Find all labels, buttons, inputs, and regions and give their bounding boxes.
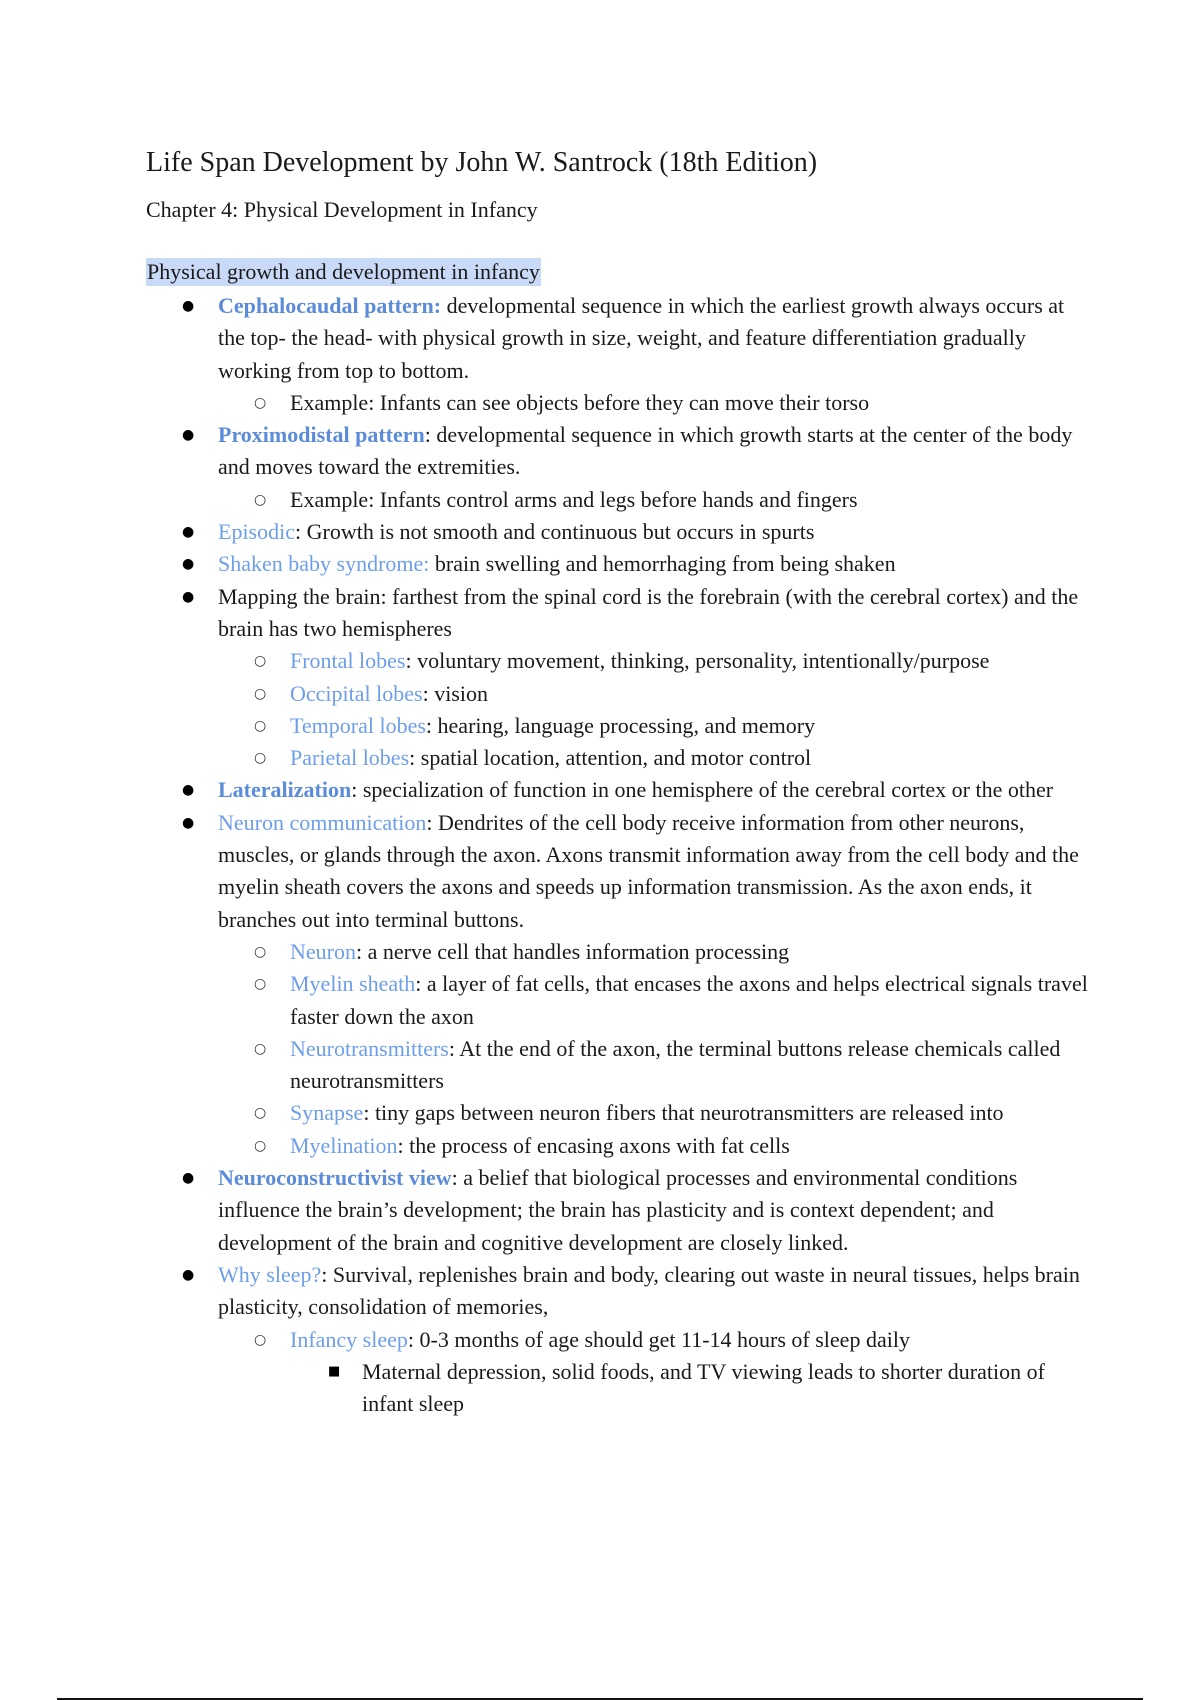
sub-item-temporal-lobes: ○ Temporal lobes: hearing, language processing, and memory	[218, 710, 1096, 742]
bullet-list	[146, 290, 1096, 1420]
sub-item-infancy-sleep: ○ Infancy sleep: 0-3 months of age should get 11-14 hours of sleep daily ■ Maternal depression, solid foods, and TV viewing leads to shorter duration of infant sleep	[218, 1324, 1096, 1421]
sub-item-frontal-lobes: ○ Frontal lobes: voluntary movement, thinking, personality, intentionally/purpose	[218, 645, 1096, 677]
definition: : Growth is not smooth and continuous but occurs in spurts	[295, 519, 815, 545]
sub-item-synapse: ○ Synapse: tiny gaps between neuron fibers that neurotransmitters are released into	[218, 1097, 1096, 1129]
sub-item-neurotransmitters: ○ Neurotransmitters: At the end of the axon, the terminal buttons release chemicals called neurotransmitters	[218, 1033, 1096, 1098]
definition: developmental sequence in which the earliest growth always occurs at the top- the head- with physical growth in size, weight, and feature differentiation gradually working from top to bottom.	[218, 293, 1065, 383]
list-item-lateralization	[146, 774, 1096, 806]
term-why-sleep: Why sleep?	[218, 1261, 322, 1287]
definition: : a belief that biological processes and environmental conditions influence the brain’s development; the brain has plasticity and is context dependent; and development of the brain and cognitive development are closely linked.	[218, 1165, 1018, 1255]
list-item-mapping-brain	[146, 581, 1096, 775]
list-item-shaken-baby	[146, 548, 1096, 580]
sub-item-occipital-lobes: ○ Occipital lobes: vision	[218, 678, 1096, 710]
definition: Mapping the brain: farthest from the spinal cord is the forebrain (with the cerebral cortex) and the brain has two hemispheres	[218, 583, 1079, 641]
sub-item-example: ○ Example: Infants can see objects before they can move their torso	[218, 387, 1096, 419]
list-item-neuron-communication	[146, 807, 1096, 1162]
sub-item-parietal-lobes: ○ Parietal lobes: spatial location, attention, and motor control	[218, 742, 1096, 774]
sub-item-myelination: ○ Myelination: the process of encasing axons with fat cells	[218, 1130, 1096, 1162]
list-item-neuroconstructivist	[146, 1162, 1096, 1259]
chapter-heading: Chapter 4: Physical Development in Infancy	[146, 197, 538, 222]
definition: : Dendrites of the cell body receive information from other neurons, muscles, or glands through the axon. Axons transmit information away from the cell body and the myelin sheath covers the axons and speeds up information transmission. As the axon ends, it branches out into terminal buttons.	[218, 809, 1079, 932]
list-item-episodic	[146, 516, 1096, 548]
list-item-why-sleep	[146, 1259, 1096, 1420]
sub-item-myelin-sheath: ○ Myelin sheath: a layer of fat cells, that encases the axons and helps electrical signals travel faster down the axon	[218, 968, 1096, 1033]
list-item-cephalocaudal	[146, 290, 1096, 419]
definition: brain swelling and hemorrhaging from being shaken	[429, 551, 896, 577]
definition: : developmental sequence in which growth starts at the center of the body and moves toward the extremities.	[218, 422, 1073, 480]
sub-sub-item-maternal-depression: ■ Maternal depression, solid foods, and TV viewing leads to shorter duration of infant sleep	[290, 1356, 1096, 1421]
list-item-proximodistal	[146, 419, 1096, 516]
term-neuroconstructivist-view: Neuroconstructivist view	[218, 1165, 452, 1191]
sub-item-neuron: ○ Neuron: a nerve cell that handles information processing	[218, 936, 1096, 968]
sub-item-example: ○ Example: Infants control arms and legs before hands and fingers	[218, 484, 1096, 516]
notes-content	[146, 290, 1096, 1420]
definition: : Survival, replenishes brain and body, clearing out waste in neural tissues, helps brain plasticity, consolidation of memories,	[218, 1261, 1080, 1320]
term-episodic: Episodic	[218, 519, 295, 545]
term-neuron-communication: Neuron communication	[218, 809, 427, 835]
term-shaken-baby-syndrome: Shaken baby syndrome:	[218, 551, 430, 577]
definition: : specialization of function in one hemisphere of the cerebral cortex or the other	[351, 777, 1054, 803]
term-cephalocaudal: Cephalocaudal pattern:	[218, 293, 442, 318]
section-heading: Physical growth and development in infancy	[147, 259, 540, 284]
term-lateralization: Lateralization	[218, 777, 352, 803]
document-title: Life Span Development by John W. Santrock (18th Edition)	[146, 147, 818, 178]
term-proximodistal: Proximodistal pattern	[218, 422, 425, 448]
